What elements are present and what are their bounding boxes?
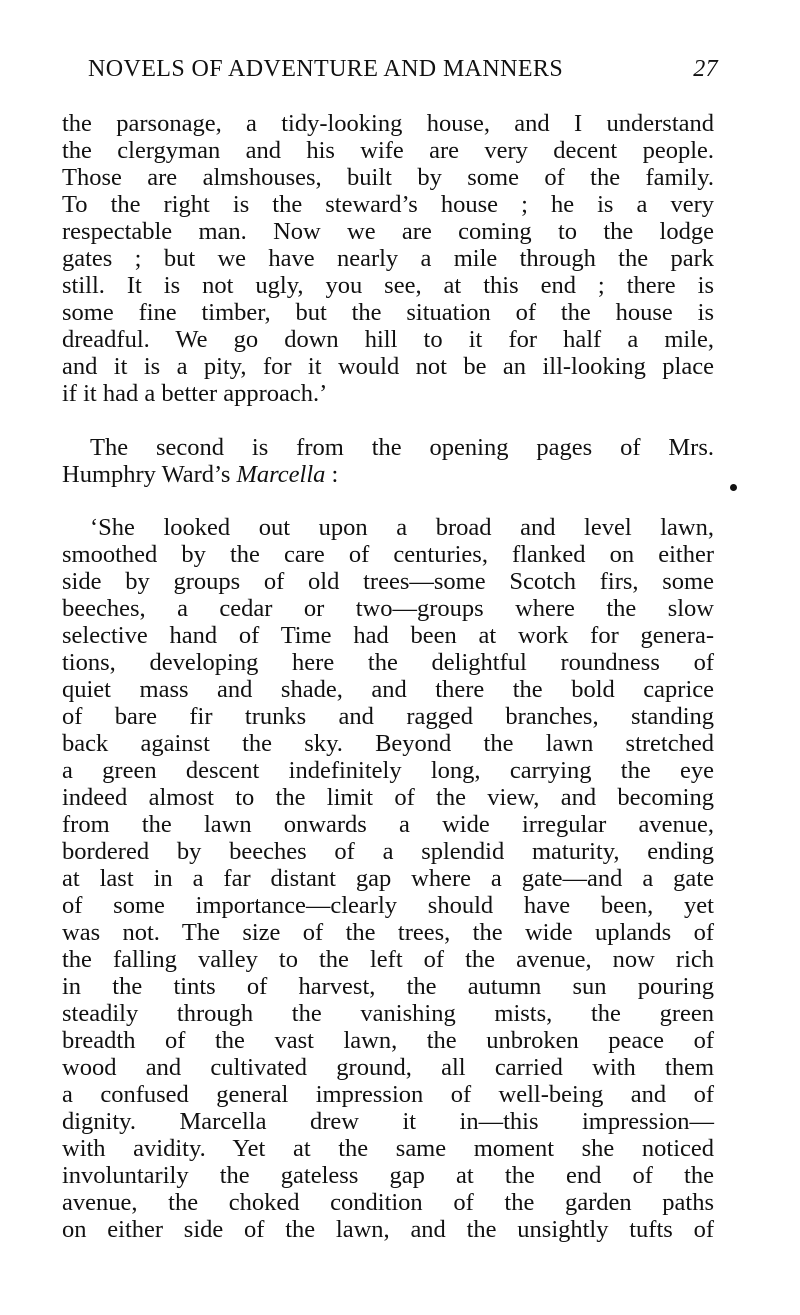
text-line: was not. The size of the trees, the wide uplands of (62, 919, 714, 946)
text-line: smoothed by the care of centuries, flanked on either (62, 541, 714, 568)
text-line: steadily through the vanishing mists, the green (62, 1000, 714, 1027)
text-line: with avidity. Yet at the same moment she noticed (62, 1135, 714, 1162)
book-title: Marcella (236, 461, 326, 488)
text-line: the falling valley to the left of the avenue, now rich (62, 946, 714, 973)
text-line: indeed almost to the limit of the view, and becoming (62, 784, 714, 811)
text-span: : (325, 461, 339, 488)
text-line: To the right is the steward’s house ; he is a very (62, 191, 714, 218)
text-line: a confused general impression of well-being and of (62, 1081, 714, 1108)
running-head: NOVELS OF ADVENTURE AND MANNERS (88, 56, 564, 82)
text-line: still. It is not ugly, you see, at this end ; there is (62, 272, 714, 299)
text-line: in the tints of harvest, the autumn sun pouring (62, 973, 714, 1000)
text-line: on either side of the lawn, and the unsightly tufts of (62, 1216, 714, 1243)
text-line: some fine timber, but the situation of the house is (62, 299, 714, 326)
text-line: the parsonage, a tidy-looking house, and I understand (62, 110, 714, 137)
page-header (88, 56, 718, 92)
text-line: selective hand of Time had been at work for genera- (62, 622, 714, 649)
text-line: The second is from the opening pages of Mrs. (90, 434, 714, 461)
text-line: tions, developing here the delightful roundness of (62, 649, 714, 676)
text-line: if it had a better approach.’ (62, 380, 328, 407)
text-line: dignity. Marcella drew it in—this impression— (62, 1108, 714, 1135)
text-line: bordered by beeches of a splendid maturity, ending (62, 838, 714, 865)
text-line: dreadful. We go down hill to it for half a mile, (62, 326, 714, 353)
text-line: involuntarily the gateless gap at the end of the (62, 1162, 714, 1189)
text-line: ‘She looked out upon a broad and level lawn, (90, 514, 714, 541)
text-line: from the lawn onwards a wide irregular avenue, (62, 811, 714, 838)
text-line: the clergyman and his wife are very decent people. (62, 137, 714, 164)
text-line: beeches, a cedar or two—groups where the slow (62, 595, 714, 622)
text-line: Those are almshouses, built by some of the family. (62, 164, 714, 191)
text-line: a green descent indefinitely long, carrying the eye (62, 757, 714, 784)
page-number: 27 (693, 56, 718, 82)
text-line: back against the sky. Beyond the lawn stretched (62, 730, 714, 757)
margin-mark (730, 484, 737, 491)
text-line: side by groups of old trees—some Scotch firs, some (62, 568, 714, 595)
text-line: wood and cultivated ground, all carried with them (62, 1054, 714, 1081)
text-line: of some importance—clearly should have been, yet (62, 892, 714, 919)
text-line: and it is a pity, for it would not be an ill-looking place (62, 353, 714, 380)
text-line: respectable man. Now we are coming to the lodge (62, 218, 714, 245)
text-line: of bare fir trunks and ragged branches, standing (62, 703, 714, 730)
text-line: at last in a far distant gap where a gate—and a gate (62, 865, 714, 892)
text-line: gates ; but we have nearly a mile through the park (62, 245, 714, 272)
text-span: Humphry Ward’s (62, 461, 237, 488)
text-line: breadth of the vast lawn, the unbroken peace of (62, 1027, 714, 1054)
text-line (62, 461, 714, 489)
text-line: quiet mass and shade, and there the bold caprice (62, 676, 714, 703)
text-line: avenue, the choked condition of the garden paths (62, 1189, 714, 1216)
